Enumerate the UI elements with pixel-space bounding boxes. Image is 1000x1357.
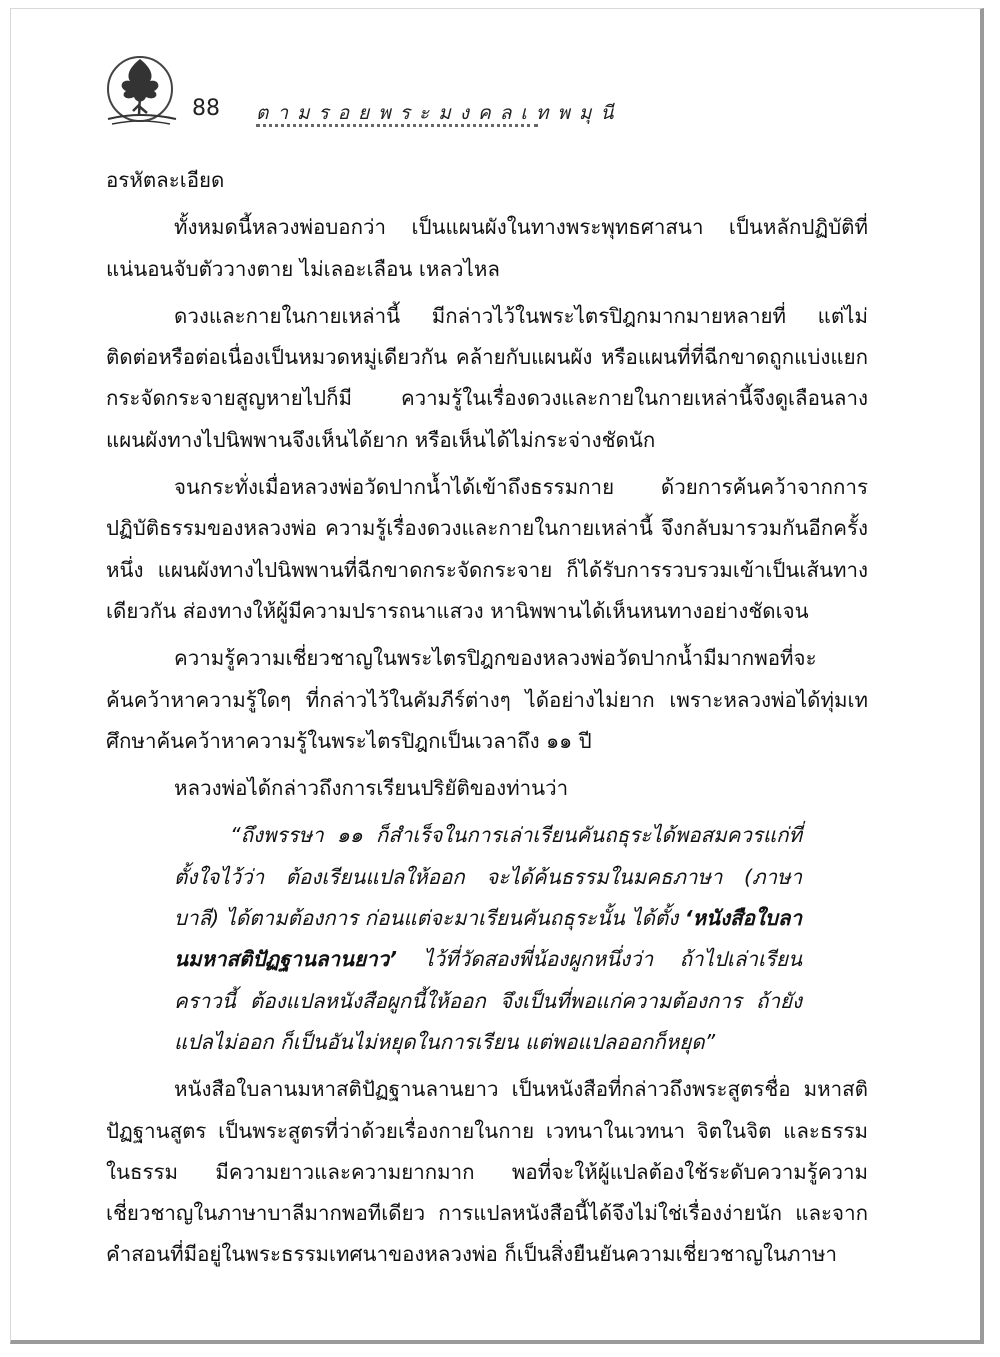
paragraph: จนกระทั่งเมื่อหลวงพ่อวัดปากน้ำได้เข้าถึงธรรมกาย ด้วยการค้นคว้าจากการปฏิบัติธรรมของหลวงพ่อ ความรู้เรื่องดวงและกายในกายเหล่านี้ จึงกลับมารวมกันอีกครั้งหนึ่ง แผนผังทางไปนิพพานที่ฉีกขาดกระจัดกระจาย ก็ได้รับการรวบรวมเข้าเป็นเส้นทางเดียวกัน ส่องทางให้ผู้มีความปรารถนาแสวง หานิพพานได้เห็นหนทางอย่างชัดเจน [106, 475, 868, 623]
quote-bold-title: ‘หนังสือใบลานมหาสติปัฏฐานลานยาว’ [174, 906, 802, 972]
paragraph: หนังสือใบลานมหาสติปัฏฐานลานยาว เป็นหนังสือที่กล่าวถึงพระสูตรชื่อ มหาสติปัฏฐานสูตร เป็นพระสูตรที่ว่าด้วยเรื่องกายในกาย เวทนาในเวทนา จิตในจิต และธรรมในธรรม มีความยาวและความยากมาก พอที่จะให้ผู้แปลต้องใช้ระดับความรู้ความเชี่ยวชาญในภาษาบาลีมากพอทีเดียว การแปลหนังสือนี้ได้จึงไม่ใช่เรื่องง่ายนัก และจากคำสอนที่มีอยู่ในพระธรรมเทศนาของหลวงพ่อ ก็เป็นสิ่งยืนยันความเชี่ยวชาญในภาษา [106, 1077, 868, 1267]
running-title: ตามรอยพระมงคลเทพมุนี [256, 102, 623, 124]
page-body [106, 160, 868, 1276]
paragraph: ความรู้ความเชี่ยวชาญในพระไตรปิฎกของหลวงพ่อวัดปากน้ำมีมากพอที่จะค้นคว้าหาความรู้ใดๆ ที่กล่าวไว้ในคัมภีร์ต่างๆ ได้อย่างไม่ยาก เพราะหลวงพ่อได้ทุ่มเทศึกษาค้นคว้าหาความรู้ในพระไตรปิฎกเป็นเวลาถึง ๑๑ ปี [106, 646, 868, 753]
quote-text: “ถึงพรรษา ๑๑ ก็สำเร็จในการเล่าเรียนคันถธุระได้พอสมควรแก่ที่ตั้งใจไว้ว่า ต้องเรียนแปลให้ออก จะได้ค้นธรรมในมคธภาษา (ภาษาบาลี) ได้ตามต้องการ ก่อนแต่จะมาเรียนคันถธุระนั้น ได้ตั้ง [174, 823, 802, 931]
bodhi-tree-icon [100, 45, 180, 135]
paragraph-continuation: อรหัตละเอียด [106, 168, 225, 192]
page-number: 88 [192, 96, 220, 121]
paragraph: หลวงพ่อได้กล่าวถึงการเรียนปริยัติของท่านว่า [174, 776, 569, 801]
block-quote [174, 815, 802, 1063]
paragraph: ทั้งหมดนี้หลวงพ่อบอกว่า เป็นแผนผังในทางพระพุทธศาสนา เป็นหลักปฏิบัติที่แน่นอนจับตัววางตาย ไม่เลอะเลือน เหลวไหล [106, 215, 868, 281]
quote-text: ไว้ที่วัดสองพี่น้องผูกหนึ่งว่า ถ้าไปเล่าเรียนคราวนี้ ต้องแปลหนังสือผูกนี้ให้ออก จึงเป็นที่พอแก่ความต้องการ ถ้ายังแปลไม่ออก ก็เป็นอันไม่หยุดในการเรียน แต่พอแปลออกก็หยุด” [174, 947, 802, 1054]
title-dotted-underline [256, 124, 538, 133]
paragraph: ดวงและกายในกายเหล่านี้ มีกล่าวไว้ในพระไตรปิฎกมากมายหลายที่ แต่ไม่ติดต่อหรือต่อเนื่องเป็นหมวดหมู่เดียวกัน คล้ายกับแผนผัง หรือแผนที่ที่ฉีกขาดถูกแบ่งแยก กระจัดกระจายสูญหายไปก็มี ความรู้ในเรื่องดวงและกายในกายเหล่านี้จึงดูเลือนลางแผนผังทางไปนิพพานจึงเห็นได้ยาก หรือเห็นได้ไม่กระจ่างชัดนัก [106, 303, 868, 452]
